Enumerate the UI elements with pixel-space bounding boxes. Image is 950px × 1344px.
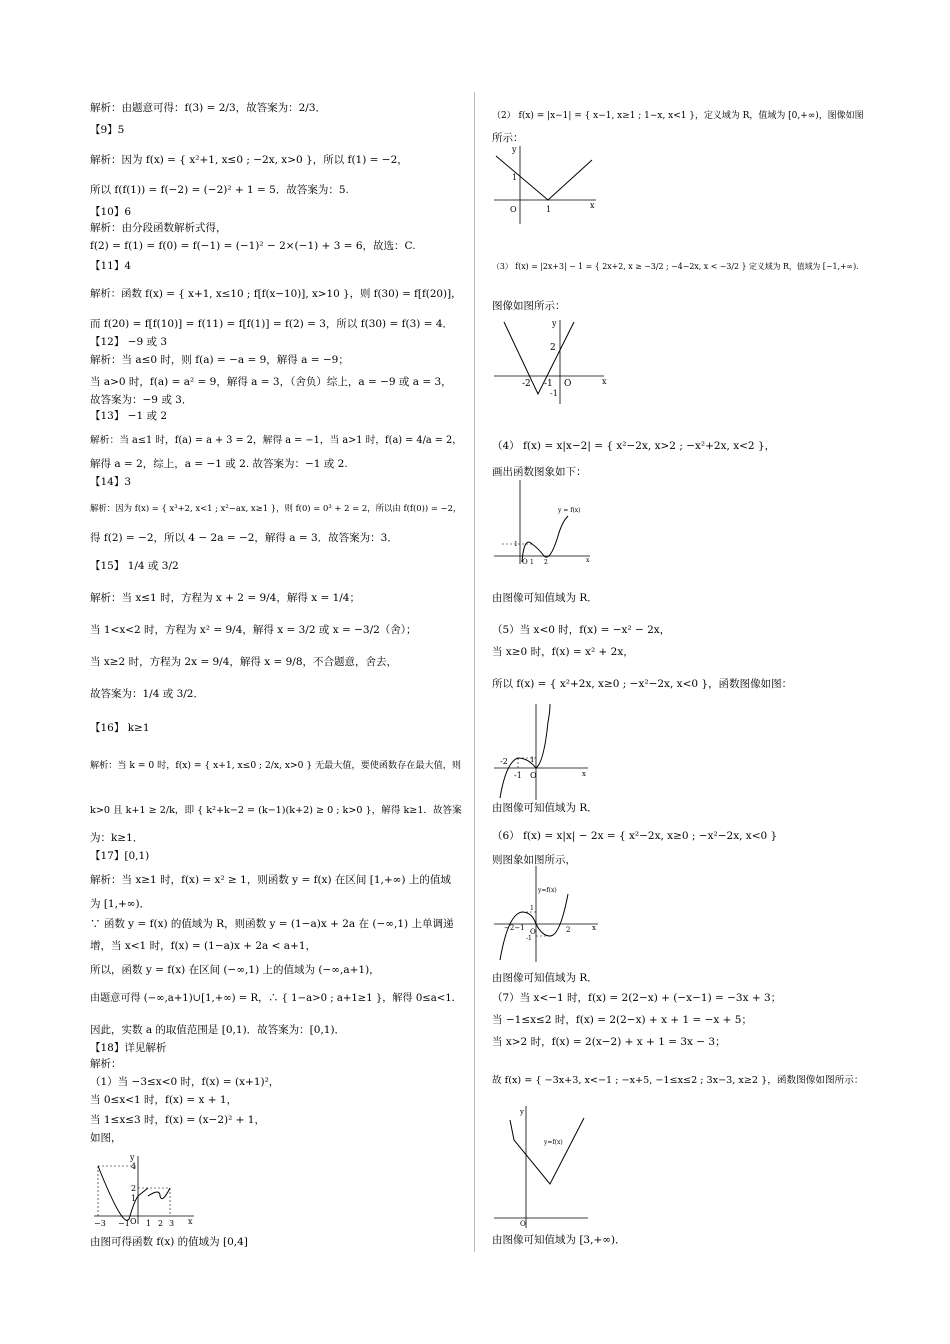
graph-7 xyxy=(492,1104,592,1230)
g2-t1x: 1 xyxy=(546,205,552,214)
graph-18-1 xyxy=(90,1152,200,1228)
g6-t2: 2 xyxy=(566,926,571,934)
g5-x: x xyxy=(582,770,586,778)
g3-o: O xyxy=(564,379,572,389)
g1-x: x xyxy=(188,1217,193,1226)
g1-t2: 2 xyxy=(131,1184,137,1193)
g4-t1x: 1 xyxy=(530,559,534,566)
left-text-line: 所以 f(f(1)) = f(−2) = (−2)² + 1 = 5．故答案为：5. xyxy=(90,184,349,196)
g5-t1: 1 xyxy=(530,756,535,764)
right-text-line: （5）当 x<0 时，f(x) = −x² − 2x， xyxy=(492,624,671,636)
left-text-line: 解析：当 k = 0 时，f(x) = { x+1, x≤0 ; 2/x, x>0 } 无最大值，要使函数存在最大值，则 xyxy=(90,761,462,771)
g4-fn: y = f(x) xyxy=(558,507,581,514)
g7-o: O xyxy=(520,1220,526,1228)
left-text-line: 【14】3 xyxy=(90,476,132,488)
left-text-line: 解析： xyxy=(90,1058,122,1070)
right-text-line: 由图像可知值域为 R． xyxy=(492,972,598,984)
g7-fn: y=f(x) xyxy=(544,1139,563,1146)
graph-4 xyxy=(492,476,592,566)
g3-t2: 2 xyxy=(550,343,556,353)
left-text-line: 故答案为：−9 或 3． xyxy=(90,394,193,406)
graph-2 xyxy=(492,142,602,228)
g1-tm3: −3 xyxy=(94,1219,106,1228)
g3-tm1x: -1 xyxy=(544,379,553,389)
left-text-line: （1）当 −3≤x<0 时，f(x) = (x+1)²， xyxy=(90,1076,280,1088)
g6-x: x xyxy=(592,924,596,932)
g6-o: O xyxy=(530,928,536,936)
right-text-line: 所示： xyxy=(492,132,524,144)
graph-3 xyxy=(492,316,612,406)
right-text-line: 由图像可知值域为 R． xyxy=(492,592,598,604)
left-text-line: 【11】4 xyxy=(90,260,132,272)
left-text-line: 解析：因为 f(x) = { x²+1, x≤0 ; −2x, x>0 }，所以 f(1) = −2， xyxy=(90,154,408,166)
left-text-line: 解析：函数 f(x) = { x+1, x≤10 ; f[f(x−10)], x>10 }，则 f(30) = f[f(20)]， xyxy=(90,288,462,300)
right-text-line: 所以 f(x) = { x²+2x, x≥0 ; −x²−2x, x<0 }，函数图像如图： xyxy=(492,678,793,690)
left-text-line: 当 1≤x≤3 时，f(x) = (x−2)² + 1， xyxy=(90,1114,265,1126)
left-text-line: 当 x≥2 时，方程为 2x = 9/4，解得 x = 9/8，不合题意，舍去， xyxy=(90,656,398,668)
g1-t1: 1 xyxy=(131,1194,137,1203)
left-text-line: 解析：当 a≤0 时，则 f(a) = −a = 9，解得 a = −9； xyxy=(90,354,349,366)
left-text-line: 故答案为：1/4 或 3/2． xyxy=(90,688,204,700)
g5-tm1: -1 xyxy=(514,771,522,780)
left-text-line: 解析：当 x≥1 时，f(x) = x² ≥ 1，则函数 y = f(x) 在区间 [1,+∞) 上的值域 xyxy=(90,874,451,886)
left-text-line: 由题意可得 (−∞,a+1)∪[1,+∞) = R，∴ { 1−a>0 ; a+1≥1 }，解得 0≤a<1． xyxy=(90,993,462,1004)
right-text-line: 当 x>2 时，f(x) = 2(x−2) + x + 1 = 3x − 3； xyxy=(492,1036,726,1048)
left-text-line: 解析：因为 f(x) = { x³+2, x<1 ; x²−ax, x≥1 }，则 f(0) = 0³ + 2 = 2，所以由 f(f(0)) = −2， xyxy=(90,503,462,513)
g1-tp2: 2 xyxy=(158,1219,164,1228)
left-text-line: 当 a>0 时，f(a) = a² = 9，解得 a = 3，（舍负）综上，a = −9 或 a = 3， xyxy=(90,376,452,388)
left-text-line: 当 0≤x<1 时，f(x) = x + 1， xyxy=(90,1094,238,1106)
g1-o: O xyxy=(130,1217,137,1226)
left-text-line: 【13】 −1 或 2 xyxy=(90,410,168,422)
g1-tp3: 3 xyxy=(169,1219,175,1228)
g3-tm2: -2 xyxy=(522,379,531,389)
g2-x: x xyxy=(590,201,595,210)
right-text-line: （7）当 x<−1 时，f(x) = 2(2−x) + (−x−1) = −3x + 3； xyxy=(492,992,782,1004)
g3-tm1y: -1 xyxy=(550,389,558,398)
g6-tm21: −2−1 xyxy=(504,924,525,932)
g4-o: O xyxy=(522,558,528,566)
right-text-line: 图像如图所示： xyxy=(492,300,566,312)
right-text-line: 故 f(x) = { −3x+3, x<−1 ; −x+5, −1≤x≤2 ; 3x−3, x≥2 }，函数图像如图所示： xyxy=(492,1075,864,1086)
g1-y: y xyxy=(130,1153,135,1162)
left-text-line: 解析：由分段函数解析式得， xyxy=(90,222,227,234)
right-text-line: 画出函数图象如下： xyxy=(492,466,587,478)
g1-tm1: −1 xyxy=(118,1219,130,1228)
left-text-line: 【16】 k≥1 xyxy=(90,722,150,734)
left-text-line: f(2) = f(1) = f(0) = f(−1) = (−1)² − 2×(−1) + 3 = 6，故选：C. xyxy=(90,240,416,252)
left-text-line: 为：k≥1． xyxy=(90,832,144,844)
left-text-line: k>0 且 k+1 ≥ 2/k，即 { k²+k−2 = (k−1)(k+2) ≥ 0 ; k>0 }，解得 k≥1．故答案 xyxy=(90,805,462,816)
g6-t1: 1 xyxy=(530,905,534,912)
left-text-line: 【9】5 xyxy=(90,124,125,136)
g2-t1y: 1 xyxy=(512,173,518,182)
g3-y: y xyxy=(552,319,557,328)
left-text-line: 由图可得函数 f(x) 的值域为 [0,4] xyxy=(90,1236,248,1248)
right-text-line: 当 −1≤x≤2 时，f(x) = 2(2−x) + x + 1 = −x + 5； xyxy=(492,1014,752,1026)
right-text-line: 由图像可知值域为 [3,+∞)． xyxy=(492,1234,626,1246)
right-text-line: （6） f(x) = x|x| − 2x = { x²−2x, x≥0 ; −x²−2x, x<0 } xyxy=(492,830,778,842)
g2-y: y xyxy=(512,145,517,154)
left-text-line: 所以，函数 y = f(x) 在区间 (−∞,1) 上的值域为 (−∞,a+1)， xyxy=(90,964,380,976)
left-text-line: 而 f(20) = f[f(10)] = f(11) = f[f(1)] = f(2) = 3，所以 f(30) = f(3) = 4． xyxy=(90,318,454,330)
left-text-line: 解析：当 x≤1 时，方程为 x + 2 = 9/4，解得 x = 1/4； xyxy=(90,592,360,604)
g4-x: x xyxy=(586,557,590,564)
left-text-line: 因此，实数 a 的取值范围是 [0,1)．故答案为：[0,1)． xyxy=(90,1024,346,1036)
graph-6 xyxy=(492,864,602,964)
left-text-line: 【18】详见解析 xyxy=(90,1042,167,1054)
g6-fn: y=f(x) xyxy=(538,887,557,894)
graph-5 xyxy=(492,702,592,802)
right-text-line: （3） f(x) = |2x+3| − 1 = { 2x+2, x ≥ −3/2 ; −4−2x, x < −3/2 } 定义域为 R，值域为 [−1,+∞)． xyxy=(492,262,865,271)
left-text-line: 解析：由题意可得：f(3) = 2/3，故答案为：2/3． xyxy=(90,102,327,114)
left-text-line: 为 [1,+∞)． xyxy=(90,898,151,910)
g1-t4: 4 xyxy=(131,1162,137,1171)
left-text-line: 解析：当 a≤1 时，f(a) = a + 3 = 2，解得 a = −1，当 a>1 时，f(a) = 4/a = 2， xyxy=(90,435,462,446)
right-text-line: 由图像可知值域为 R． xyxy=(492,802,598,814)
left-text-line: 【10】6 xyxy=(90,206,132,218)
g5-o: O xyxy=(530,771,537,780)
left-text-line: 得 f(2) = −2，所以 4 − 2a = −2，解得 a = 3．故答案为：3． xyxy=(90,532,398,544)
g5-tm2: -2 xyxy=(500,757,508,766)
g4-t2: 2 xyxy=(544,559,548,566)
g7-y: y xyxy=(520,1108,524,1116)
column-divider xyxy=(474,92,475,1252)
left-text-line: 【17】[0,1) xyxy=(90,850,150,862)
g1-tp1: 1 xyxy=(146,1219,152,1228)
right-text-line: （4） f(x) = x|x−2| = { x²−2x, x>2 ; −x²+2x, x<2 }， xyxy=(492,440,776,452)
left-text-line: 解得 a = 2，综上，a = −1 或 2. 故答案为：−1 或 2. xyxy=(90,458,348,470)
right-text-line: 则图象如图所示， xyxy=(492,854,576,866)
g2-o: O xyxy=(510,205,517,214)
left-text-line: 当 1<x<2 时，方程为 x² = 9/4，解得 x = 3/2 或 x = −3/2（舍）； xyxy=(90,624,417,636)
g4-t1y: 1 xyxy=(514,541,518,548)
left-text-line: ∵ 函数 y = f(x) 的值域为 R，则函数 y = (1−a)x + 2a 在 (−∞,1) 上单调递 xyxy=(90,918,454,930)
right-text-line: （2） f(x) = |x−1| = { x−1, x≥1 ; 1−x, x<1 }，定义域为 R，值域为 [0,+∞)，图像如图 xyxy=(492,111,864,121)
left-text-line: 增，当 x<1 时，f(x) = (1−a)x + 2a < a+1， xyxy=(90,940,317,952)
left-text-line: 【12】 −9 或 3 xyxy=(90,336,168,348)
g3-x: x xyxy=(602,377,607,386)
left-text-line: 【15】 1/4 或 3/2 xyxy=(90,560,179,572)
left-text-line: 如图， xyxy=(90,1132,122,1144)
right-text-line: 当 x≥0 时，f(x) = x² + 2x， xyxy=(492,646,634,658)
g6-tm1y: -1 xyxy=(526,935,532,942)
